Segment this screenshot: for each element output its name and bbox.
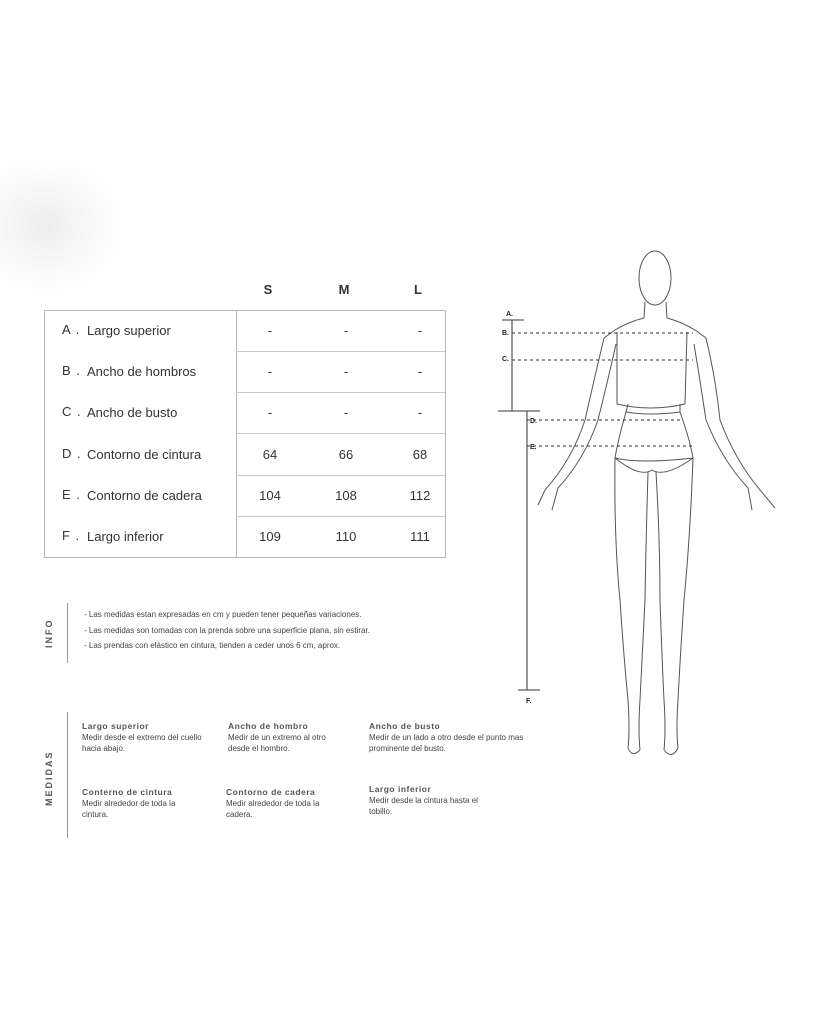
- measure-item: [369, 721, 524, 754]
- measure-desc: Medir alrededor de toda la cadera.: [226, 799, 320, 819]
- measure-title: Largo inferior: [369, 784, 432, 794]
- row-label: Ancho de hombros: [87, 364, 197, 379]
- row-letter: D .: [62, 446, 82, 461]
- background-blur: [0, 150, 130, 300]
- table-row: [45, 517, 445, 558]
- row-label: Contorno de cadera: [87, 488, 202, 503]
- size-header-m: M: [338, 282, 350, 297]
- cell-l: -: [417, 405, 423, 420]
- table-row: [45, 393, 445, 434]
- measure-item: [226, 787, 366, 820]
- measure-desc: Medir desde el extremo del cuello hacia abajo.: [82, 733, 202, 753]
- medidas-divider: [67, 712, 68, 838]
- measure-title: Ancho de hombro: [228, 721, 309, 731]
- measure-item: [369, 784, 509, 817]
- cell-s: 104: [259, 488, 281, 503]
- measure-desc: Medir de un lado a otro desde el punto mas prominente del busto.: [369, 733, 524, 753]
- figure-right-arm: [694, 338, 775, 510]
- cell-l: -: [417, 364, 423, 379]
- measure-title: Largo superior: [82, 721, 149, 731]
- cell-s: -: [267, 323, 273, 338]
- row-label: Largo inferior: [87, 529, 164, 544]
- figure-head: [639, 251, 671, 305]
- measure-desc: Medir alrededor de toda la cintura.: [82, 799, 176, 819]
- row-label: Ancho de busto: [87, 405, 178, 420]
- table-row: [45, 435, 445, 476]
- figure-neck: [644, 302, 667, 318]
- measure-title: Contorno de cadera: [226, 787, 316, 797]
- row-separator: [236, 433, 445, 434]
- info-divider: [67, 603, 68, 663]
- size-table: [44, 310, 446, 558]
- cell-l: 111: [410, 529, 430, 544]
- figure-right-leg: [656, 458, 693, 750]
- measure-item: [82, 787, 222, 820]
- table-row: [45, 311, 445, 352]
- info-line: - Las medidas estan expresadas en cm y pueden tener pequeñas variaciones.: [84, 610, 362, 619]
- marker-d: D.: [530, 418, 537, 425]
- marker-e: E.: [530, 444, 537, 451]
- measure-desc: Medir de un extremo al otro desde el hombro.: [228, 733, 326, 753]
- cell-m: -: [343, 364, 349, 379]
- marker-a: A.: [506, 311, 513, 318]
- cell-m: 108: [335, 488, 357, 503]
- row-letter: C .: [62, 404, 82, 419]
- measure-title: Ancho de busto: [369, 721, 441, 731]
- marker-f: F.: [526, 698, 532, 705]
- cell-s: 109: [259, 529, 281, 544]
- figure-left-leg: [615, 458, 648, 750]
- row-label: Largo superior: [87, 323, 171, 338]
- marker-b: B.: [502, 330, 509, 337]
- cell-m: 66: [338, 447, 354, 462]
- row-label: Contorno de cintura: [87, 447, 202, 462]
- row-letter: A .: [62, 322, 81, 337]
- figure-top-garment: [617, 332, 687, 408]
- cell-s: -: [267, 405, 273, 420]
- table-row: [45, 352, 445, 393]
- info-line: - Las medidas son tomadas con la prenda sobre una superficie plana, sin estirar.: [84, 626, 370, 635]
- medidas-label: MEDIDAS: [44, 750, 54, 806]
- cell-l: -: [417, 323, 423, 338]
- measure-desc: Medir desde la cintura hasta el tobillo.: [369, 796, 478, 816]
- size-header-s: S: [263, 282, 273, 297]
- figure-left-arm: [538, 338, 616, 510]
- cell-s: -: [267, 364, 273, 379]
- measure-item: [82, 721, 222, 754]
- body-figure-illustration: [490, 240, 790, 770]
- cell-m: -: [343, 323, 349, 338]
- measure-title: Conterno de cintura: [82, 787, 173, 797]
- row-letter: F .: [62, 528, 81, 543]
- cell-s: 64: [262, 447, 278, 462]
- figure-waist: [615, 412, 693, 458]
- figure-shoulders: [604, 318, 706, 338]
- figure-briefs: [615, 458, 693, 472]
- info-line: - Las prendas con elástico en cintura, tienden a ceder unos 6 cm, aprox.: [84, 641, 341, 650]
- cell-l: 68: [412, 447, 428, 462]
- marker-c: C.: [502, 356, 509, 363]
- table-row: [45, 476, 445, 517]
- cell-l: 112: [409, 488, 431, 503]
- cell-m: 110: [335, 529, 357, 544]
- cell-m: -: [343, 405, 349, 420]
- measure-item: [228, 721, 368, 754]
- size-header-l: L: [414, 282, 422, 297]
- row-letter: B .: [62, 363, 81, 378]
- row-letter: E .: [62, 487, 81, 502]
- info-label: INFO: [44, 618, 54, 648]
